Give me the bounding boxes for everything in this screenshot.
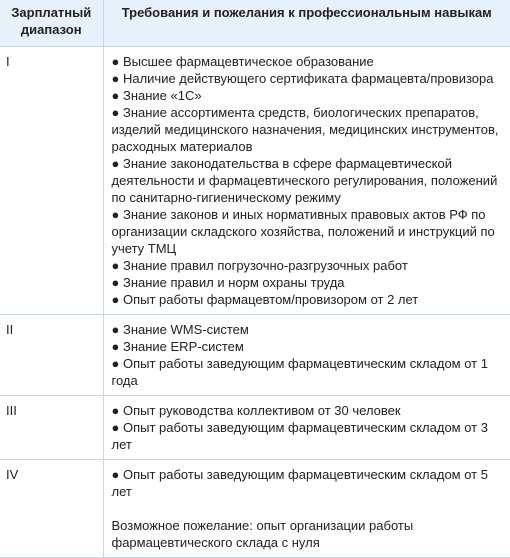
table-row — [0, 396, 510, 460]
list-item: ● Опыт работы заведующим фармацевтическим складом от 5 лет — [111, 467, 488, 499]
list-item: ● Знание законодательства в сфере фармацевтической деятельности и фармацевтического регулирования, положений по санитарно-гигиеническому режиму — [111, 156, 498, 205]
salary-range-cell: IV — [0, 460, 103, 558]
list-item: ● Знание ассортимента средств, биологических препаратов, изделий медицинского назначения, медицинских инструментов, расходных материалов — [111, 105, 499, 154]
list-item: ● Знание ERP-систем — [111, 339, 244, 354]
list-item: ● Знание правил и норм охраны труда — [111, 275, 345, 290]
table-row — [0, 460, 510, 558]
table-row — [0, 315, 510, 396]
spacer — [112, 500, 505, 517]
list-item: ● Опыт руководства коллективом от 30 человек — [111, 403, 401, 418]
list-item: ● Высшее фармацевтическое образование — [111, 54, 374, 69]
list-item: ● Наличие действующего сертификата фармацевта/провизора — [111, 71, 494, 86]
requirements-cell — [103, 47, 510, 315]
requirements-cell — [103, 460, 510, 558]
requirements-cell — [103, 396, 510, 460]
note-text: Возможное пожелание: опыт организации работы фармацевтического склада с нуля — [111, 518, 414, 550]
list-item: ● Знание законов и иных нормативных правовых актов РФ по организации складского хозяйства, положений и инструкций по учету ТМЦ — [111, 207, 495, 256]
list-item: ● Знание WMS-систем — [111, 322, 249, 337]
list-item: ● Опыт работы фармацевтом/провизором от 2 лет — [111, 292, 419, 307]
salary-range-cell: II — [0, 315, 103, 396]
header-row — [0, 0, 510, 47]
requirements-cell — [103, 315, 510, 396]
header-salary-range: Зарплатный диапазон — [0, 0, 103, 47]
list-item: ● Знание «1С» — [111, 88, 202, 103]
salary-range-cell: III — [0, 396, 103, 460]
list-item: ● Опыт работы заведующим фармацевтическим складом от 3 лет — [111, 420, 488, 452]
table-row — [0, 47, 510, 315]
header-requirements: Требования и пожелания к профессиональным навыкам — [103, 0, 510, 47]
list-item: ● Знание правил погрузочно-разгрузочных работ — [111, 258, 408, 273]
list-item: ● Опыт работы заведующим фармацевтическим складом от 1 года — [111, 356, 488, 388]
salary-range-cell: I — [0, 47, 103, 315]
